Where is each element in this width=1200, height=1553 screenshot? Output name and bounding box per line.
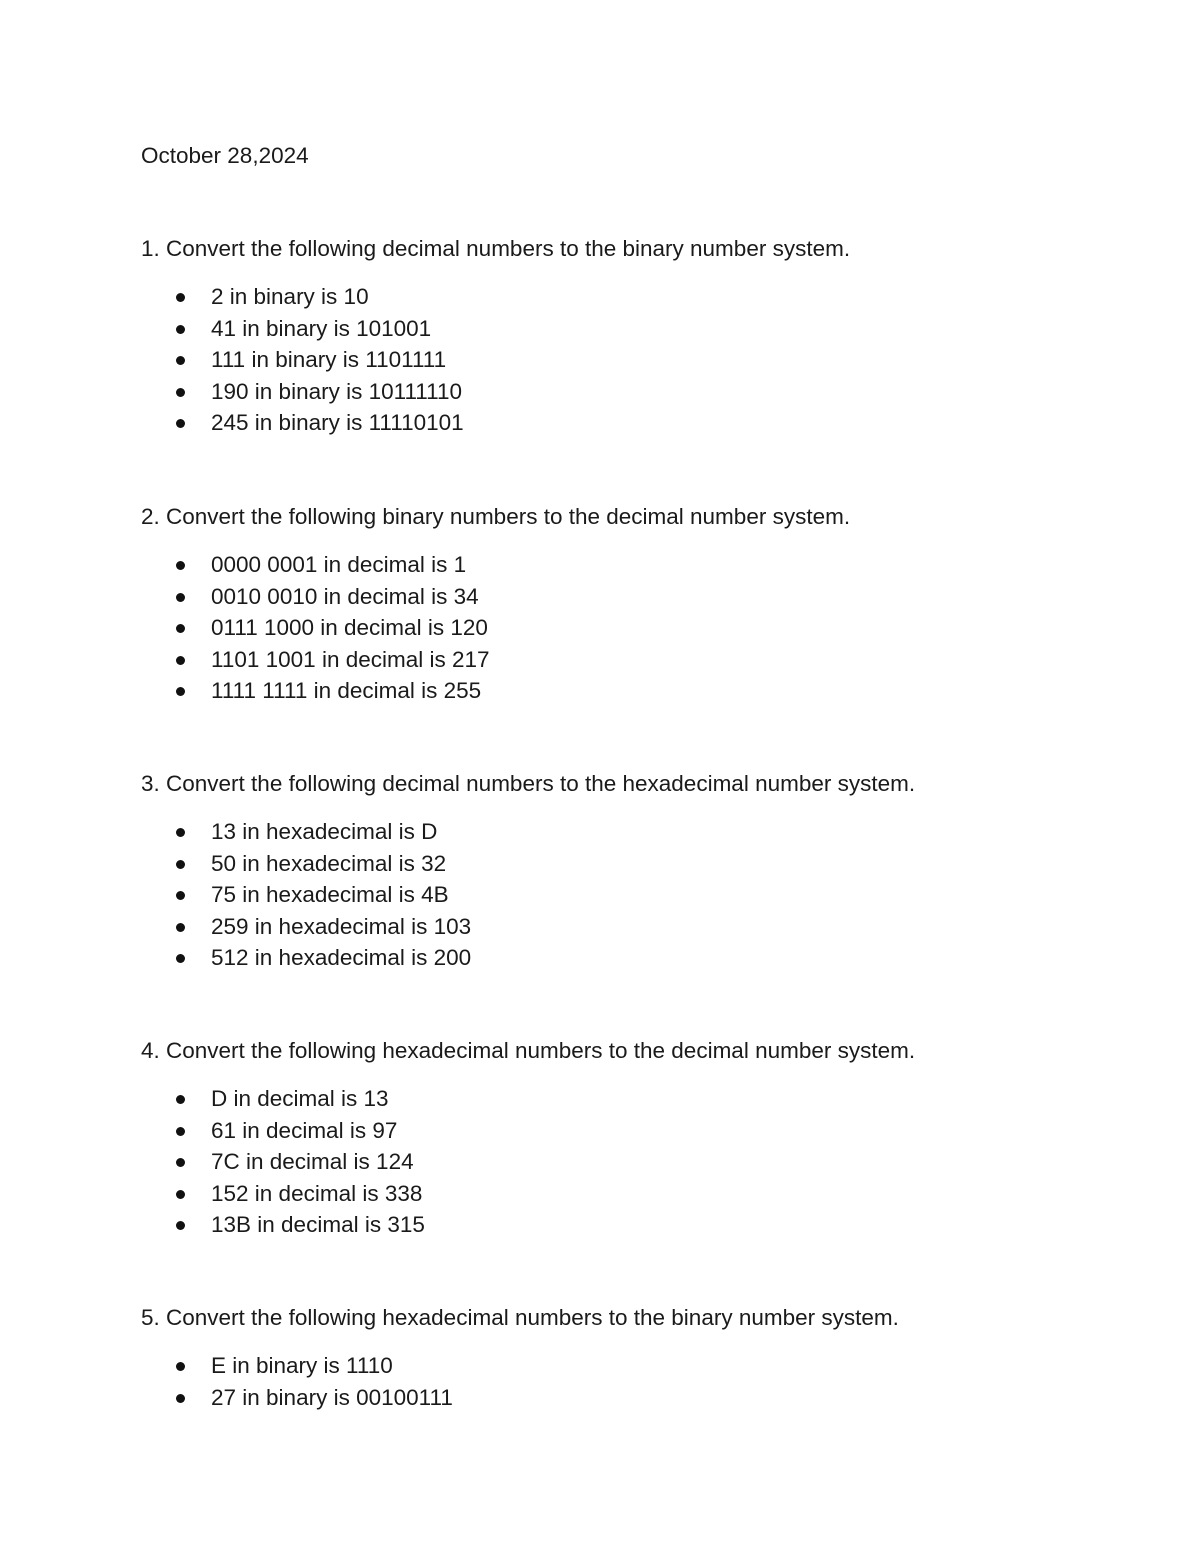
answer-item [141,1210,1141,1242]
answer-text: 245 in binary is 11110101 [211,410,464,435]
bullet-icon [176,419,185,428]
answer-text: 1111 1111 in decimal is 255 [211,678,482,703]
answer-item [141,880,1141,912]
question-heading: 4. Convert the following hexadecimal numbers to the decimal number system. [141,1038,916,1063]
answer-item [141,817,1141,849]
bullet-icon [176,325,185,334]
bullet-icon [176,1095,185,1104]
answer-text: 0000 0001 in decimal is 1 [211,552,467,577]
answer-text: 152 in decimal is 338 [211,1180,423,1206]
answer-list [141,282,1141,440]
answer-text: 512 in hexadecimal is 200 [211,945,472,970]
bullet-icon [176,293,185,302]
bullet-icon [176,1221,185,1230]
bullet-icon [176,687,185,696]
answer-item [141,282,1141,314]
bullet-icon [176,656,185,665]
answer-text: 61 in decimal is 97 [211,1117,398,1143]
answer-item [141,849,1141,881]
bullet-icon [176,356,185,365]
question-section-1 [141,234,1141,440]
answer-text: 190 in binary is 10111110 [211,378,463,404]
answer-item [141,1383,1141,1415]
answer-text: 41 in binary is 101001 [211,315,432,341]
bullet-icon [176,624,185,633]
answer-item [141,582,1141,614]
answer-text: 2 in binary is 10 [211,284,369,309]
answer-item [141,1351,1141,1383]
answer-item [141,1179,1141,1211]
question-section-2 [141,502,1141,708]
answer-list [141,550,1141,708]
bullet-icon [176,860,185,869]
answer-text: E in binary is 1110 [211,1353,393,1378]
answer-text: 0010 0010 in decimal is 34 [211,583,479,609]
answer-item [141,1116,1141,1148]
answer-item [141,345,1141,377]
answer-text: 13 in hexadecimal is D [211,819,438,844]
bullet-icon [176,1190,185,1199]
document-date: October 28,2024 [141,143,309,168]
bullet-icon [176,891,185,900]
answer-item [141,912,1141,944]
question-section-3 [141,769,1141,975]
answer-list [141,1084,1141,1242]
answer-list [141,817,1141,975]
answer-text: 75 in hexadecimal is 4B [211,882,449,907]
question-heading: 2. Convert the following binary numbers to the decimal number system. [141,504,851,529]
bullet-icon [176,1362,185,1371]
answer-text: 259 in hexadecimal is 103 [211,913,472,939]
answer-text: 50 in hexadecimal is 32 [211,850,447,876]
answer-item [141,613,1141,645]
answer-item [141,408,1141,440]
answer-item [141,377,1141,409]
answer-text: 1101 1001 in decimal is 217 [211,646,490,672]
question-section-5 [141,1303,1141,1414]
answer-list [141,1351,1141,1414]
answer-text: 13B in decimal is 315 [211,1212,425,1237]
answer-text: D in decimal is 13 [211,1086,389,1111]
bullet-icon [176,923,185,932]
answer-item [141,645,1141,677]
bullet-icon [176,388,185,397]
answer-item [141,550,1141,582]
answer-item [141,1147,1141,1179]
question-heading: 1. Convert the following decimal numbers to the binary number system. [141,236,851,261]
bullet-icon [176,1158,185,1167]
bullet-icon [176,1127,185,1136]
answer-text: 7C in decimal is 124 [211,1149,414,1174]
answer-text: 0111 1000 in decimal is 120 [211,615,488,640]
answer-item [141,314,1141,346]
answer-text: 111 in binary is 1101111 [211,347,447,372]
answer-item [141,943,1141,975]
bullet-icon [176,561,185,570]
bullet-icon [176,828,185,837]
bullet-icon [176,593,185,602]
answer-item [141,1084,1141,1116]
answer-item [141,676,1141,708]
bullet-icon [176,1394,185,1403]
question-section-4 [141,1036,1141,1242]
question-heading: 5. Convert the following hexadecimal numbers to the binary number system. [141,1305,899,1330]
answer-text: 27 in binary is 00100111 [211,1384,453,1410]
question-heading: 3. Convert the following decimal numbers to the hexadecimal number system. [141,771,916,796]
bullet-icon [176,954,185,963]
